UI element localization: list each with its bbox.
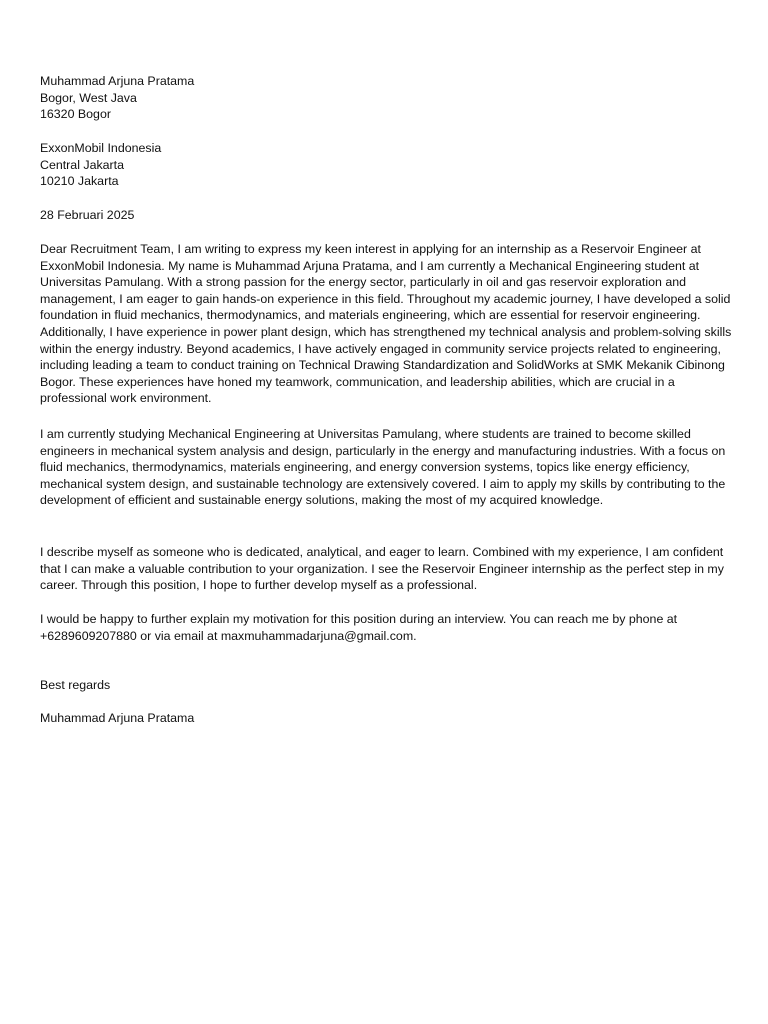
sender-city: Bogor, West Java (40, 90, 137, 105)
sender-postal: 16320 Bogor (40, 107, 111, 122)
body-paragraph-1: Dear Recruitment Team, I am writing to express my keen interest in applying for an internship as a Reservoir Engineer at ExxonMobil Indonesia. My name is Muhammad Arjuna Pratama, and I am currently a Mechanical Engineering student at Universitas Pamulang. With a strong passion for the energy sector, particularly in oil and gas reservoir exploration and management, I am eager to gain hands-on experience in this field. Throughout my academic journey, I have developed a solid foundation in fluid mechanics, thermodynamics, and materials engineering, which are essential for reservoir engineering. Additionally, I have experience in power plant design, which has strengthened my technical analysis and problem-solving skills within the energy industry. Beyond academics, I have actively engaged in community service projects related to engineering, including leading a team to conduct training on Technical Drawing Standardization and SolidWorks at SMK Mekanik Cibinong Bogor. These experiences have honed my teamwork, communication, and leadership abilities, which are crucial in a professional work environment. (40, 242, 732, 406)
body-paragraph-2: I am currently studying Mechanical Engineering at Universitas Pamulang, where students are trained to become skilled engineers in mechanical system analysis and design, particularly in the energy and manufacturing industries. With a focus on fluid mechanics, thermodynamics, materials engineering, and energy conversion systems, topics like energy efficiency, mechanical system design, and sustainable technology are extensively covered. I aim to apply my skills by contributing to the development of efficient and sustainable energy solutions, making the most of my acquired knowledge. (40, 427, 726, 508)
letter-date: 28 Februari 2025 (40, 208, 135, 222)
body-paragraph-3: I describe myself as someone who is dedicated, analytical, and eager to learn. Combined with my experience, I am confident that I can make a valuable contribution to your organization. I see the Reservoir Engineer internship as the perfect step in my career. Through this position, I hope to further develop myself as a professional. (40, 545, 724, 593)
recipient-area: Central Jakarta (40, 157, 125, 172)
body-paragraph-4: I would be happy to further explain my motivation for this position during an interview. You can reach me by phone at +6289609207880 or via email at maxmuhammadarjuna@gmail.com. (40, 612, 678, 643)
recipient-company: ExxonMobil Indonesia (40, 141, 162, 155)
recipient-postal: 10210 Jakarta (40, 174, 119, 189)
closing-salutation: Best regards (40, 678, 111, 692)
sender-address (40, 73, 734, 123)
sender-name: Muhammad Arjuna Pratama (40, 74, 195, 88)
recipient-address (40, 140, 734, 190)
signature-name: Muhammad Arjuna Pratama (40, 711, 195, 725)
